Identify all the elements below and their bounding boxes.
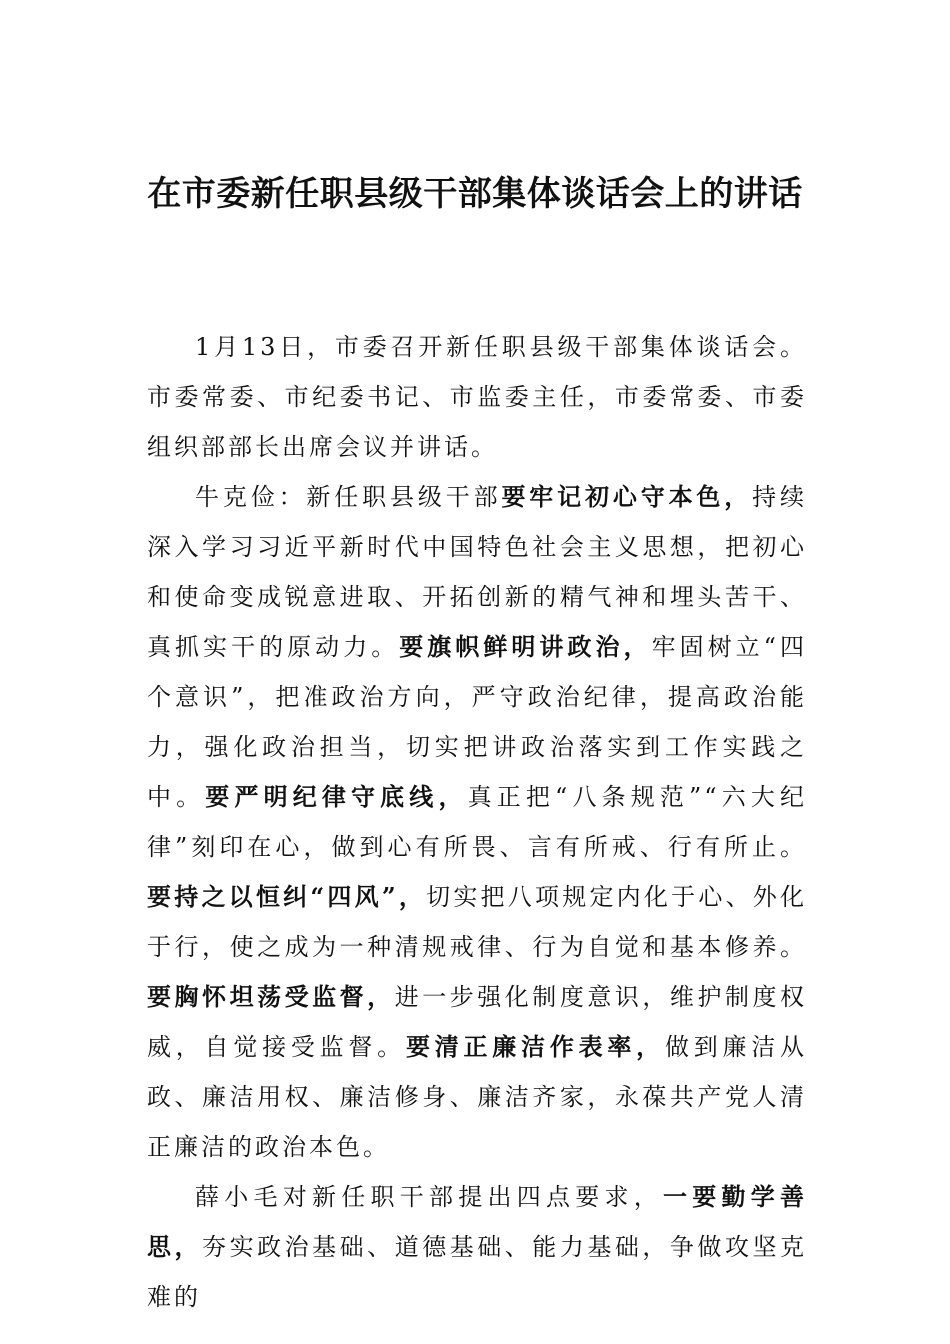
text-segment: 进一步强化制度意识，维护制度权威，自觉接受监督。 (147, 983, 808, 1061)
text-segment: 切实把八项规定内化于心、外化于行，使之成为一种清规戒律、行为自觉和基本修养。 (147, 883, 808, 961)
text-segment: 夯实政治基础、道德基础、能力基础，争做攻坚克难的 (147, 1233, 808, 1311)
key-point: 一要勤学善思， (147, 1182, 807, 1261)
intro-text: 1月13日，市委召开新任职县级干部集体谈话会。市委常委、市纪委书记、市监委主任，市委常委、市委组织部部长出席会议并讲话。 (147, 333, 807, 461)
paragraph-intro (147, 322, 807, 472)
key-point: 要持之以恒纠“四风”， (147, 882, 427, 911)
key-point: 要清正廉洁作表率， (405, 1032, 665, 1061)
text-segment: 薛小毛对新任职干部提出四点要求， (195, 1183, 663, 1211)
paragraph-niu-kejian (147, 472, 807, 1172)
text-segment: 做到廉洁从政、廉洁用权、廉洁修身、廉洁齐家，永葆共产党人清正廉洁的政治本色。 (147, 1033, 808, 1161)
document-title: 在市委新任职县级干部集体谈话会上的讲话 (147, 174, 803, 214)
text-segment: 牛克俭：新任职县级干部 (195, 483, 502, 511)
text-segment: 真正把“八条规范”“六大纪律”刻印在心，做到心有所畏、言有所戒、行有所止。 (147, 783, 808, 861)
key-point: 要旗帜鲜明讲政治， (399, 632, 652, 661)
text-segment: 持续深入学习习近平新时代中国特色社会主义思想，把初心和使命变成锐意进取、开拓创新的精气神和埋头苦干、真抓实干的原动力。 (147, 483, 808, 661)
key-point: 要牢记初心守本色， (501, 482, 753, 511)
key-point: 要胸怀坦荡受监督， (147, 982, 395, 1011)
text-segment: 牢固树立“四个意识”，把准政治方向，严守政治纪律，提高政治能力，强化政治担当，切实把讲政治落实到工作实践之中。 (147, 633, 807, 811)
paragraph-xue-xiaomao (147, 1172, 807, 1322)
document-body (147, 322, 807, 1322)
key-point: 要严明纪律守底线， (205, 782, 468, 811)
